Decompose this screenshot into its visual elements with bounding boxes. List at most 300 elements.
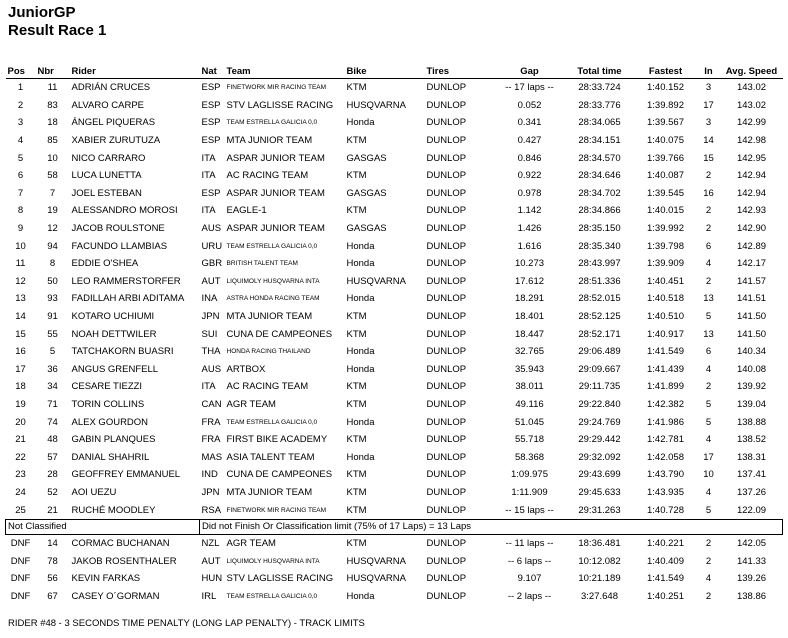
header-rider: Rider bbox=[70, 64, 200, 79]
cell-total: 28:51.336 bbox=[578, 275, 621, 287]
cell-gap: -- 2 laps -- bbox=[507, 590, 552, 602]
page-title: JuniorGP bbox=[8, 4, 76, 21]
cell-gap: 1.426 bbox=[517, 223, 542, 235]
cell-gap: 18.401 bbox=[514, 311, 545, 323]
cell-gap: -- 15 laps -- bbox=[505, 504, 554, 516]
cell-bike: KTM bbox=[346, 504, 367, 516]
cell-pos: DNF bbox=[10, 590, 31, 602]
cell-nat: AUT bbox=[201, 275, 221, 287]
cell-rider: JOEL ESTEBAN bbox=[71, 187, 142, 199]
cell-total: 28:52.015 bbox=[578, 293, 621, 305]
cell-total: 28:35.340 bbox=[578, 240, 621, 252]
cell-rider: CASEY O´GORMAN bbox=[71, 590, 160, 602]
cell-rider: JAKOB ROSENTHALER bbox=[71, 555, 177, 567]
cell-rider: FACUNDO LLAMBIAS bbox=[71, 240, 168, 252]
cell-gap: 0.052 bbox=[517, 99, 542, 111]
cell-nbr: 67 bbox=[47, 590, 58, 602]
cell-fastest: 1:40.251 bbox=[647, 590, 684, 602]
cell-team: TEAM ESTRELLA GALICIA 0,0 bbox=[226, 592, 318, 600]
cell-tires: DUNLOP bbox=[426, 381, 467, 393]
cell-nat: SUI bbox=[201, 328, 218, 340]
cell-nat: URU bbox=[201, 240, 223, 252]
cell-nat: ITA bbox=[201, 170, 216, 182]
cell-speed: 142.89 bbox=[736, 240, 767, 252]
cell-lap: 2 bbox=[705, 275, 712, 287]
cell-total: 29:09.667 bbox=[578, 363, 621, 375]
header-nbr: Nbr bbox=[36, 64, 70, 79]
header-team: Team bbox=[225, 64, 345, 79]
cell-pos: 11 bbox=[15, 258, 26, 270]
cell-nbr: 28 bbox=[47, 469, 58, 481]
cell-gap: 0.978 bbox=[517, 187, 542, 199]
table-row bbox=[6, 114, 783, 132]
table-row bbox=[6, 255, 783, 273]
cell-bike: HUSQVARNA bbox=[346, 99, 406, 111]
table-row bbox=[6, 308, 783, 326]
cell-fastest: 1:42.058 bbox=[647, 451, 684, 463]
cell-team: TEAM ESTRELLA GALICIA 0,0 bbox=[226, 242, 318, 250]
cell-rider: KEVIN FARKAS bbox=[71, 573, 141, 585]
table-row bbox=[6, 501, 783, 519]
cell-bike: KTM bbox=[346, 469, 367, 481]
cell-bike: HUSQVARNA bbox=[346, 275, 406, 287]
cell-pos: 9 bbox=[17, 223, 24, 235]
cell-bike: Honda bbox=[346, 346, 375, 358]
cell-nbr: 14 bbox=[47, 538, 58, 550]
cell-team: ASPAR JUNIOR TEAM bbox=[226, 152, 325, 164]
cell-speed: 122.09 bbox=[736, 504, 767, 516]
cell-rider: DANIAL SHAHRIL bbox=[71, 451, 150, 463]
cell-team: CUNA DE CAMPEONES bbox=[226, 469, 333, 481]
cell-fastest: 1:39.892 bbox=[647, 99, 684, 111]
cell-team: ASPAR JUNIOR TEAM bbox=[226, 223, 325, 235]
cell-pos: 16 bbox=[15, 346, 26, 358]
cell-tires: DUNLOP bbox=[426, 346, 467, 358]
table-row bbox=[6, 97, 783, 115]
not-classified-label: Not Classified bbox=[6, 519, 200, 534]
cell-pos: 21 bbox=[15, 434, 26, 446]
header-nat: Nat bbox=[200, 64, 225, 79]
cell-team: FIRST BIKE ACADEMY bbox=[226, 434, 328, 446]
cell-nbr: 94 bbox=[47, 240, 58, 252]
cell-team: MTA JUNIOR TEAM bbox=[226, 135, 313, 147]
cell-bike: KTM bbox=[346, 82, 367, 94]
cell-nat: ESP bbox=[201, 135, 221, 147]
cell-tires: DUNLOP bbox=[426, 99, 467, 111]
cell-bike: Honda bbox=[346, 363, 375, 375]
cell-total: 28:52.125 bbox=[578, 311, 621, 323]
cell-pos: DNF bbox=[10, 555, 31, 567]
table-row bbox=[6, 273, 783, 291]
cell-fastest: 1:42.781 bbox=[647, 434, 684, 446]
cell-tires: DUNLOP bbox=[426, 504, 467, 516]
cell-lap: 4 bbox=[705, 258, 712, 270]
cell-fastest: 1:40.221 bbox=[647, 538, 684, 550]
cell-tires: DUNLOP bbox=[426, 135, 467, 147]
cell-pos: 14 bbox=[15, 311, 26, 323]
cell-team: MTA JUNIOR TEAM bbox=[226, 486, 313, 498]
cell-fastest: 1:41.986 bbox=[647, 416, 684, 428]
cell-rider: ADRIÁN CRUCES bbox=[71, 82, 151, 94]
cell-total: 29:31.263 bbox=[578, 504, 621, 516]
table-row bbox=[6, 378, 783, 396]
cell-speed: 137.26 bbox=[736, 486, 767, 498]
cell-team: AGR TEAM bbox=[226, 538, 276, 550]
cell-nat: JPN bbox=[201, 486, 220, 498]
cell-fastest: 1:39.545 bbox=[647, 187, 684, 199]
cell-lap: 5 bbox=[705, 416, 712, 428]
dnf-row bbox=[6, 534, 783, 552]
cell-speed: 142.94 bbox=[736, 170, 767, 182]
cell-team: LIQUIMOLY HUSQVARNA INTA bbox=[226, 557, 320, 565]
cell-total: 28:34.151 bbox=[578, 135, 621, 147]
cell-bike: Honda bbox=[346, 117, 375, 129]
cell-bike: GASGAS bbox=[346, 187, 387, 199]
cell-fastest: 1:40.409 bbox=[647, 555, 684, 567]
cell-speed: 138.86 bbox=[736, 590, 767, 602]
cell-pos: 18 bbox=[15, 381, 26, 393]
cell-total: 29:32.092 bbox=[578, 451, 621, 463]
cell-lap: 6 bbox=[705, 240, 712, 252]
cell-fastest: 1:43.935 bbox=[647, 486, 684, 498]
cell-tires: DUNLOP bbox=[426, 170, 467, 182]
dnf-row bbox=[6, 570, 783, 588]
cell-team: FINETWORK MIR RACING TEAM bbox=[226, 506, 327, 514]
cell-lap: 5 bbox=[705, 504, 712, 516]
table-row bbox=[6, 448, 783, 466]
cell-gap: 0.846 bbox=[517, 152, 542, 164]
cell-lap: 13 bbox=[703, 293, 714, 305]
cell-speed: 142.90 bbox=[736, 223, 767, 235]
cell-pos: 19 bbox=[15, 398, 26, 410]
cell-pos: 15 bbox=[15, 328, 26, 340]
cell-pos: 12 bbox=[15, 275, 26, 287]
cell-nat: ITA bbox=[201, 205, 216, 217]
cell-fastest: 1:40.728 bbox=[647, 504, 684, 516]
cell-tires: DUNLOP bbox=[426, 573, 467, 585]
cell-total: 29:22.840 bbox=[578, 398, 621, 410]
cell-rider: LEO RAMMERSTORFER bbox=[71, 275, 181, 287]
cell-team: BRITISH TALENT TEAM bbox=[226, 260, 298, 268]
table-row bbox=[6, 431, 783, 449]
cell-lap: 4 bbox=[705, 486, 712, 498]
cell-gap: 1:11.909 bbox=[511, 486, 548, 498]
cell-rider: RUCHÉ MOODLEY bbox=[71, 504, 156, 516]
header-bike: Bike bbox=[345, 64, 425, 79]
cell-lap: 4 bbox=[705, 434, 712, 446]
header-tires: Tires bbox=[425, 64, 495, 79]
cell-total: 29:43.699 bbox=[578, 469, 621, 481]
page-subtitle: Result Race 1 bbox=[8, 22, 107, 39]
cell-nat: ESP bbox=[201, 99, 221, 111]
cell-nat: ESP bbox=[201, 187, 221, 199]
table-header bbox=[6, 64, 783, 79]
cell-gap: 55.718 bbox=[514, 434, 545, 446]
cell-speed: 142.94 bbox=[736, 187, 767, 199]
cell-nat: HUN bbox=[201, 573, 223, 585]
cell-nbr: 85 bbox=[47, 135, 58, 147]
cell-gap: 1.616 bbox=[517, 240, 542, 252]
cell-gap: 0.427 bbox=[517, 135, 542, 147]
cell-total: 10:21.189 bbox=[578, 573, 621, 585]
penalty-note: RIDER #48 - 3 SECONDS TIME PENALTY (LONG LAP PENALTY) - TRACK LIMITS bbox=[8, 618, 365, 629]
cell-nat: MAS bbox=[201, 451, 223, 463]
cell-rider: GABIN PLANQUES bbox=[71, 434, 156, 446]
cell-rider: AOI UEZU bbox=[71, 486, 117, 498]
cell-pos: 13 bbox=[15, 293, 26, 305]
cell-total: 29:06.489 bbox=[578, 346, 621, 358]
cell-bike: GASGAS bbox=[346, 223, 387, 235]
cell-pos: 1 bbox=[17, 82, 24, 94]
dnf-row bbox=[6, 552, 783, 570]
cell-rider: JACOB ROULSTONE bbox=[71, 223, 165, 235]
not-classified-row bbox=[6, 519, 783, 534]
cell-rider: GEOFFREY EMMANUEL bbox=[71, 469, 181, 481]
cell-pos: DNF bbox=[10, 573, 31, 585]
cell-bike: HUSQVARNA bbox=[346, 573, 406, 585]
cell-fastest: 1:41.549 bbox=[647, 346, 684, 358]
cell-lap: 13 bbox=[703, 328, 714, 340]
cell-rider: ÁNGEL PIQUERAS bbox=[71, 117, 156, 129]
cell-pos: 8 bbox=[17, 205, 24, 217]
cell-fastest: 1:39.992 bbox=[647, 223, 684, 235]
cell-gap: 35.943 bbox=[514, 363, 545, 375]
cell-gap: 38.011 bbox=[515, 381, 544, 393]
cell-gap: 18.291 bbox=[514, 293, 545, 305]
table-row bbox=[6, 167, 783, 185]
cell-nat: ESP bbox=[201, 117, 221, 129]
cell-gap: 32.765 bbox=[514, 346, 545, 358]
cell-rider: ALEX GOURDON bbox=[71, 416, 149, 428]
cell-lap: 2 bbox=[705, 538, 712, 550]
cell-team: ASTRA HONDA RACING TEAM bbox=[226, 295, 320, 303]
table-row bbox=[6, 149, 783, 167]
cell-pos: 4 bbox=[17, 135, 24, 147]
cell-total: 28:33.724 bbox=[578, 82, 621, 94]
cell-speed: 138.88 bbox=[736, 416, 767, 428]
table-row bbox=[6, 325, 783, 343]
cell-lap: 5 bbox=[705, 398, 712, 410]
cell-pos: 6 bbox=[17, 170, 24, 182]
cell-fastest: 1:39.798 bbox=[647, 240, 684, 252]
dnf-row bbox=[6, 588, 783, 606]
cell-bike: Honda bbox=[346, 416, 375, 428]
cell-tires: DUNLOP bbox=[426, 187, 467, 199]
cell-nbr: 19 bbox=[47, 205, 58, 217]
cell-team: ARTBOX bbox=[226, 363, 266, 375]
cell-tires: DUNLOP bbox=[426, 275, 467, 287]
cell-pos: 5 bbox=[17, 152, 24, 164]
cell-fastest: 1:39.567 bbox=[647, 117, 684, 129]
cell-lap: 2 bbox=[705, 590, 712, 602]
cell-lap: 2 bbox=[705, 555, 712, 567]
cell-rider: ALESSANDRO MOROSI bbox=[71, 205, 178, 217]
cell-tires: DUNLOP bbox=[426, 469, 467, 481]
cell-rider: KOTARO UCHIUMI bbox=[71, 311, 155, 323]
table-row bbox=[6, 343, 783, 361]
cell-nat: INA bbox=[201, 293, 218, 305]
cell-team: FINETWORK MIR RACING TEAM bbox=[226, 84, 327, 92]
header-total: Total time bbox=[565, 64, 635, 79]
cell-nbr: 91 bbox=[47, 311, 58, 323]
cell-nat: THA bbox=[201, 346, 221, 358]
cell-total: 28:43.997 bbox=[578, 258, 621, 270]
cell-speed: 142.93 bbox=[736, 205, 767, 217]
cell-nat: ESP bbox=[201, 82, 221, 94]
cell-rider: CESARE TIEZZI bbox=[71, 381, 143, 393]
table-row bbox=[6, 79, 783, 97]
header-pos: Pos bbox=[6, 64, 36, 79]
cell-nbr: 56 bbox=[47, 573, 58, 585]
cell-nbr: 11 bbox=[47, 82, 58, 94]
cell-tires: DUNLOP bbox=[426, 240, 467, 252]
header-lap: In bbox=[697, 64, 721, 79]
cell-lap: 10 bbox=[703, 469, 714, 481]
cell-nat: RSA bbox=[201, 504, 222, 516]
cell-rider: NICO CARRARO bbox=[71, 152, 146, 164]
cell-speed: 141.57 bbox=[736, 275, 767, 287]
cell-bike: KTM bbox=[346, 328, 367, 340]
cell-tires: DUNLOP bbox=[426, 293, 467, 305]
cell-total: 29:29.442 bbox=[578, 434, 621, 446]
cell-pos: 24 bbox=[15, 486, 26, 498]
cell-bike: KTM bbox=[346, 135, 367, 147]
cell-gap: 51.045 bbox=[514, 416, 545, 428]
cell-nat: IND bbox=[201, 469, 218, 481]
cell-gap: -- 11 laps -- bbox=[505, 538, 554, 550]
cell-total: 29:45.633 bbox=[578, 486, 621, 498]
cell-gap: 0.341 bbox=[517, 117, 542, 129]
cell-speed: 141.50 bbox=[736, 311, 767, 323]
cell-fastest: 1:40.087 bbox=[647, 170, 684, 182]
cell-gap: 18.447 bbox=[514, 328, 545, 340]
cell-nbr: 34 bbox=[47, 381, 58, 393]
cell-fastest: 1:40.451 bbox=[647, 275, 684, 287]
cell-team: ASIA TALENT TEAM bbox=[226, 451, 315, 463]
cell-gap: -- 6 laps -- bbox=[507, 555, 552, 567]
cell-nat: AUT bbox=[201, 555, 221, 567]
cell-lap: 4 bbox=[705, 573, 712, 585]
cell-speed: 139.04 bbox=[736, 398, 767, 410]
cell-lap: 17 bbox=[703, 451, 714, 463]
table-row bbox=[6, 290, 783, 308]
cell-rider: XABIER ZURUTUZA bbox=[71, 135, 161, 147]
cell-bike: HUSQVARNA bbox=[346, 555, 406, 567]
cell-pos: 2 bbox=[17, 99, 24, 111]
cell-nat: ITA bbox=[201, 381, 216, 393]
cell-tires: DUNLOP bbox=[426, 451, 467, 463]
cell-nat: AUS bbox=[201, 223, 222, 235]
cell-rider: NOAH DETTWILER bbox=[71, 328, 157, 340]
cell-lap: 6 bbox=[705, 346, 712, 358]
cell-lap: 2 bbox=[705, 205, 712, 217]
cell-fastest: 1:41.899 bbox=[647, 381, 684, 393]
cell-speed: 137.41 bbox=[736, 469, 767, 481]
cell-speed: 139.92 bbox=[736, 381, 767, 393]
cell-speed: 141.50 bbox=[736, 328, 767, 340]
table-row bbox=[6, 132, 783, 150]
cell-fastest: 1:41.549 bbox=[647, 573, 684, 585]
cell-nbr: 12 bbox=[47, 223, 58, 235]
cell-bike: Honda bbox=[346, 293, 375, 305]
cell-speed: 143.02 bbox=[736, 99, 767, 111]
cell-nbr: 21 bbox=[47, 504, 58, 516]
cell-rider: EDDIE O'SHEA bbox=[71, 258, 139, 270]
cell-fastest: 1:39.766 bbox=[647, 152, 684, 164]
cell-total: 28:34.866 bbox=[578, 205, 621, 217]
cell-pos: 3 bbox=[17, 117, 24, 129]
table-row bbox=[6, 220, 783, 238]
cell-lap: 3 bbox=[705, 82, 712, 94]
cell-gap: 10.273 bbox=[514, 258, 545, 270]
cell-bike: KTM bbox=[346, 486, 367, 498]
cell-tires: DUNLOP bbox=[426, 117, 467, 129]
cell-bike: KTM bbox=[346, 434, 367, 446]
cell-gap: -- 17 laps -- bbox=[505, 82, 554, 94]
cell-nat: FRA bbox=[201, 434, 221, 446]
cell-gap: 1:09.975 bbox=[511, 469, 548, 481]
cell-tires: DUNLOP bbox=[426, 434, 467, 446]
cell-rider: ANGUS GRENFELL bbox=[71, 363, 159, 375]
cell-lap: 5 bbox=[705, 311, 712, 323]
cell-nbr: 57 bbox=[47, 451, 58, 463]
cell-lap: 3 bbox=[705, 117, 712, 129]
cell-pos: 7 bbox=[17, 187, 24, 199]
cell-nbr: 78 bbox=[47, 555, 58, 567]
cell-rider: TATCHAKORN BUASRI bbox=[71, 346, 174, 358]
cell-team: MTA JUNIOR TEAM bbox=[226, 311, 313, 323]
cell-pos: 22 bbox=[15, 451, 26, 463]
cell-gap: 49.116 bbox=[515, 398, 544, 410]
cell-fastest: 1:40.510 bbox=[647, 311, 684, 323]
cell-total: 28:52.171 bbox=[578, 328, 621, 340]
cell-bike: Honda bbox=[346, 451, 375, 463]
cell-gap: 17.612 bbox=[514, 275, 545, 287]
cell-fastest: 1:40.518 bbox=[647, 293, 684, 305]
cell-nat: AUS bbox=[201, 363, 222, 375]
cell-nat: GBR bbox=[201, 258, 223, 270]
cell-lap: 16 bbox=[703, 187, 714, 199]
cell-team: AC RACING TEAM bbox=[226, 381, 309, 393]
table-row bbox=[6, 361, 783, 379]
cell-lap: 2 bbox=[705, 381, 712, 393]
table-row bbox=[6, 396, 783, 414]
cell-speed: 140.34 bbox=[736, 346, 767, 358]
cell-gap: 9.107 bbox=[517, 573, 542, 585]
cell-team: STV LAGLISSE RACING bbox=[226, 573, 334, 585]
cell-speed: 139.26 bbox=[736, 573, 767, 585]
table-row bbox=[6, 185, 783, 203]
cell-lap: 2 bbox=[705, 223, 712, 235]
cell-total: 28:35.150 bbox=[578, 223, 621, 235]
cell-nbr: 55 bbox=[47, 328, 58, 340]
cell-tires: DUNLOP bbox=[426, 258, 467, 270]
cell-team: LIQUIMOLY HUSQVARNA INTA bbox=[226, 277, 320, 285]
cell-speed: 142.95 bbox=[736, 152, 767, 164]
cell-nat: CAN bbox=[201, 398, 222, 410]
cell-total: 28:34.702 bbox=[578, 187, 621, 199]
cell-rider: CORMAC BUCHANAN bbox=[71, 538, 170, 550]
cell-bike: KTM bbox=[346, 538, 367, 550]
cell-rider: ALVARO CARPE bbox=[71, 99, 145, 111]
cell-nbr: 36 bbox=[47, 363, 58, 375]
cell-nbr: 93 bbox=[47, 293, 58, 305]
cell-rider: LUCA LUNETTA bbox=[71, 170, 142, 182]
cell-nat: NZL bbox=[201, 538, 220, 550]
table-row bbox=[6, 466, 783, 484]
cell-nbr: 50 bbox=[47, 275, 58, 287]
cell-total: 10:12.082 bbox=[578, 555, 621, 567]
